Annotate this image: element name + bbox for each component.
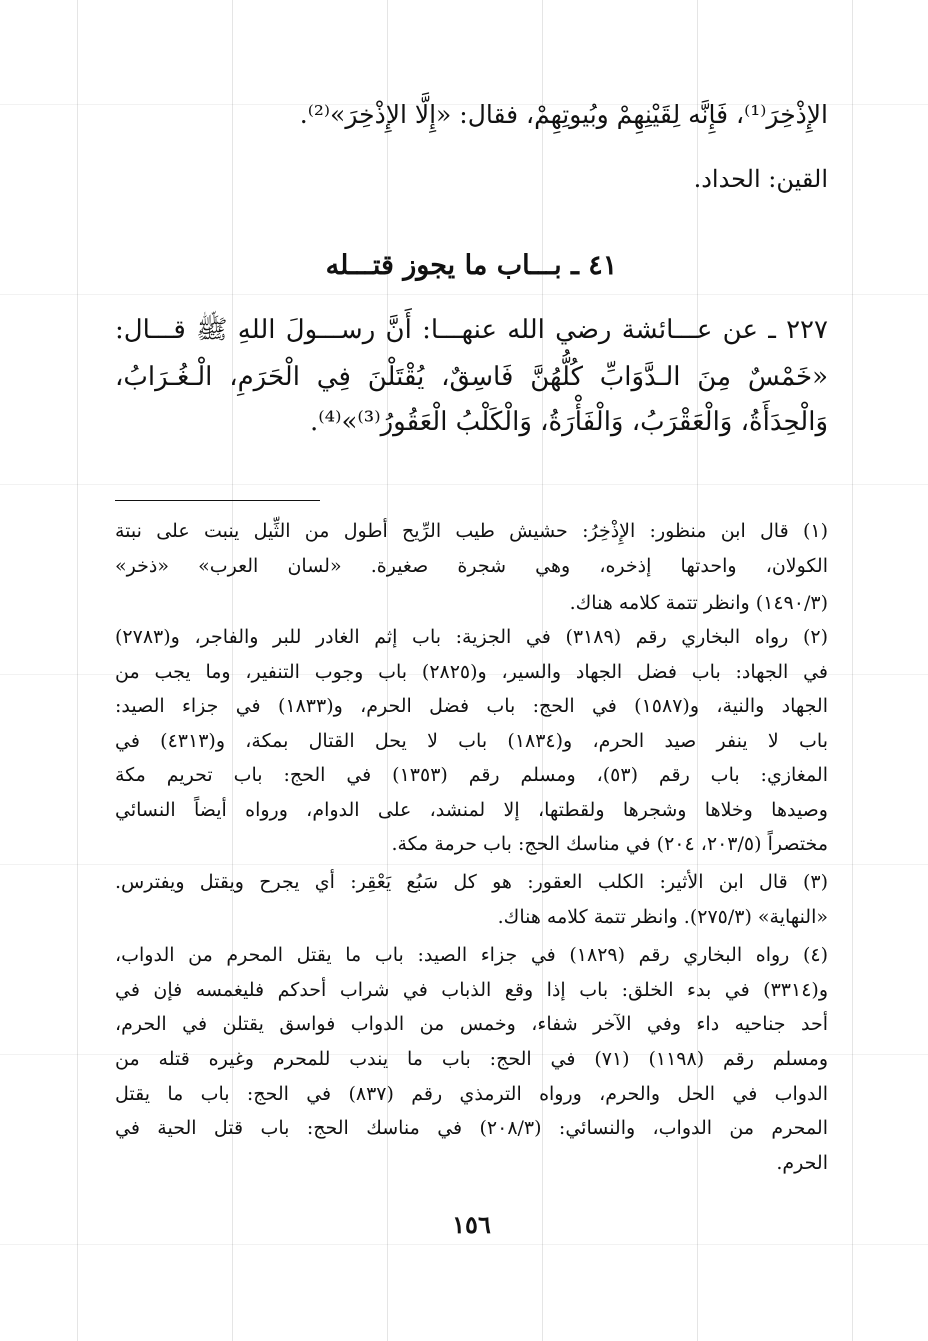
section-heading: ٤١ ـ بـــاب ما يجوز قتـــله xyxy=(325,250,618,281)
footnote-line: الحرم. xyxy=(776,1152,828,1174)
footnote-line: (٤) رواه البخاري رقم (١٨٢٩) في جزاء الصيد: باب ما يقتل المحرم من الدواب، xyxy=(115,944,829,966)
footnote-line: في الجهاد: باب فضل الجهاد والسير، و(٢٨٢٥) باب وجوب التنفير، وما يجب من xyxy=(115,661,828,683)
footnote-line: الدواب في الحل والحرم، ورواه الترمذي رقم (٨٣٧) في الحج: باب ما يقتل xyxy=(115,1083,829,1105)
footnote-separator xyxy=(115,500,320,501)
footnote-line: المحرم من الدواب، والنسائي: (٢٠٨/٣) في مناسك الحج: باب قتل الحية في xyxy=(115,1117,828,1139)
footnote-line: (١٤٩٠/٣) وانظر تتمة كلامه هناك. xyxy=(569,592,828,614)
footnote-line: (٣) قال ابن الأثير: الكلب العقور: هو كل سَبُع يَعْقِر: أي يجرح ويقتل ويفترس. xyxy=(115,871,828,893)
footnote-line: و(٣٣١٤) في بدء الخلق: باب إذا وقع الذباب في شراب أحدكم فليغمسه فإن في xyxy=(115,979,828,1001)
footnote-line: أحد جناحيه داء وفي الآخر شفاء، وخمس من الدواب فواسق يقتلن في الحرم، xyxy=(115,1013,828,1035)
continuation-line: الإِذْخِرَ⁽¹⁾، فَإِنَّه لِقَيْنِهِمْ وبُيوتِهِمْ، فقال: «إِلَّا الإِذْخِرَ»⁽²⁾. xyxy=(299,100,828,129)
footnote-line: (١) قال ابن منظور: الإِذْخِرُ: حشيش طيب الرِّيح أطول من الثِّيل ينبت على نبتة xyxy=(115,520,828,542)
footnote-line: باب لا ينفر صيد الحرم، و(١٨٣٤) باب لا يحل القتال بمكة، و(٤٣١٣) في xyxy=(115,730,828,752)
page-number: ١٥٦ xyxy=(452,1210,491,1239)
footnote-line: مختصراً (٢٠٣/٥، ٢٠٤) في مناسك الحج: باب حرمة مكة. xyxy=(391,833,828,855)
footnote-line: المغازي: باب رقم (٥٣)، ومسلم رقم (١٣٥٣) في الحج: باب تحريم مكة xyxy=(115,764,828,786)
definition-line: القين: الحداد. xyxy=(693,165,828,193)
footnote-line: الكولان، واحدتها إذخره، وهي شجرة صغيرة. «لسان العرب» «ذخر» xyxy=(115,555,828,577)
footnote-line: الجهاد والنية، و(١٥٨٧) في الحج: باب فضل الحرم، و(١٨٣٣) في جزاء الصيد: xyxy=(115,695,828,717)
footnote-line: ومسلم رقم (١١٩٨) (٧١) في الحج: باب ما يندب للمحرم وغيره قتله من xyxy=(115,1048,828,1070)
hadith-line-2: «خَمْسٌ مِنَ الـدَّوَابِّ كُلُّهُنَّ فَاسِقٌ، يُقْتَلْنَ فِي الْحَرَمِ، الْـغُـرَابُ، xyxy=(115,362,828,392)
footnote-line: (٢) رواه البخاري رقم (٣١٨٩) في الجزية: باب إثم الغادر للبر والفاجر، و(٢٧٨٣) xyxy=(115,626,828,648)
footnote-line: وصيدها وخلاها وشجرها ولقطتها، إلا لمنشد، على الدوام، ورواه أيضاً النسائي xyxy=(115,799,828,821)
hadith-line-1: ٢٢٧ ـ عن عـــائشة رضي الله عنهـــا: أَنَّ رســـولَ اللهِ ﷺ قـــال: xyxy=(115,315,828,345)
footnote-line: «النهاية» (٢٧٥/٣). وانظر تتمة كلامه هناك. xyxy=(497,906,828,928)
hadith-line-3: وَالْحِدَأَةُ، وَالْعَقْرَبُ، وَالْفَأْرَةُ، وَالْكَلْبُ الْعَقُورُ⁽³⁾»⁽⁴⁾. xyxy=(309,407,828,437)
